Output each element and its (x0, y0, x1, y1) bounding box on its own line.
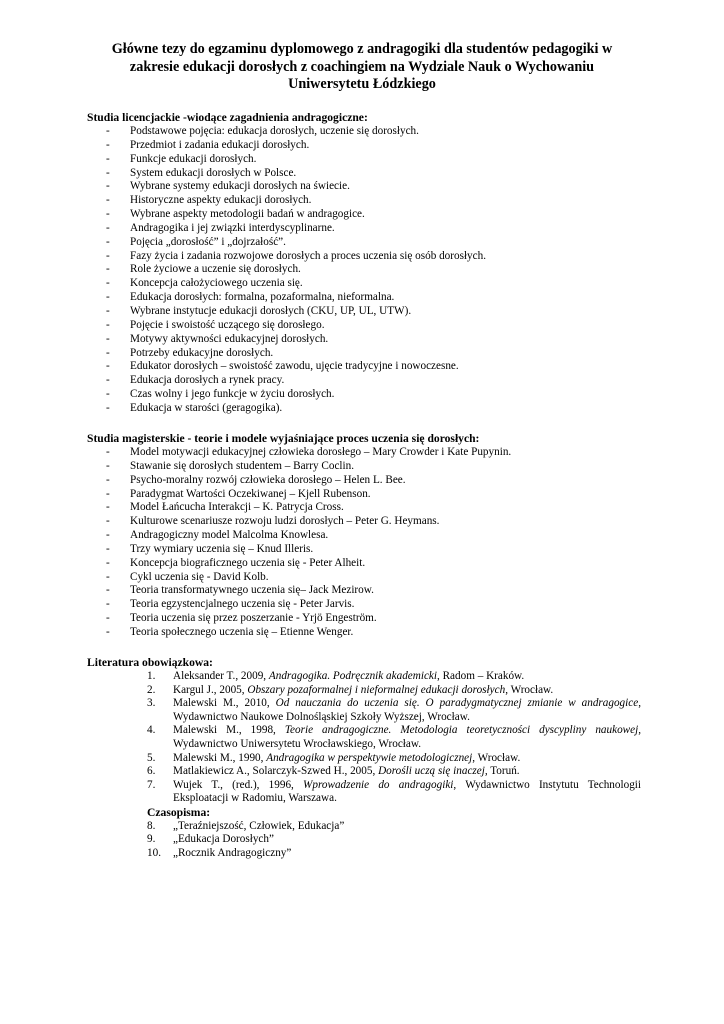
entry-author-year: Malewski M., 2010, (173, 697, 276, 710)
section-literatura (87, 656, 647, 860)
list-item: - Funkcje edukacji dorosłych. (87, 153, 647, 167)
list-item: - Edukacja dorosłych: formalna, pozaformalna, nieformalna. (87, 291, 647, 305)
list-item: - Potrzeby edukacyjne dorosłych. (87, 347, 647, 361)
topic-list-licencjackie (87, 125, 647, 416)
list-item: - Kulturowe scenariusze rozwoju ludzi dorosłych – Peter G. Heymans. (87, 515, 647, 529)
bibliography-entry (87, 684, 641, 698)
entry-number: 4. (147, 724, 156, 737)
list-item: - Podstawowe pojęcia: edukacja dorosłych, uczenie się dorosłych. (87, 125, 647, 139)
entry-number: 10. (147, 846, 161, 859)
entry-title: Obszary pozaformalnej i nieformalnej edukacji dorosłych (247, 683, 506, 696)
entry-author-year: Malewski M., 1998, (173, 724, 285, 737)
entry-title: Teorie andragogiczne. Metodologia teoretyczności dyscypliny naukowej (284, 724, 639, 737)
entry-publisher: , Wydawnictwo Naukowe Dolnośląskiej Szkoły Wyższej, Wrocław. (173, 697, 641, 723)
bibliography-entry (87, 697, 641, 724)
topic-list-magisterskie (87, 446, 647, 640)
section-licencjackie (87, 111, 647, 416)
document-title: Główne tezy do egzaminu dyplomowego z andragogiki dla studentów pedagogiki w zakresie edukacji dorosłych z coachingiem na Wydziale Nauk o Wychowaniu Uniwersytetu Łódzkiego (111, 41, 613, 92)
list-item: - Teoria społecznego uczenia się – Etienne Wenger. (87, 626, 647, 640)
list-item: - Psycho-moralny rozwój człowieka dorosłego – Helen L. Bee. (87, 474, 647, 488)
entry-number: 2. (147, 683, 156, 696)
bibliography-entry (87, 765, 641, 779)
entry-number: 6. (147, 765, 156, 778)
section-heading-licencjackie: Studia licencjackie -wiodące zagadnienia andragogiczne: (87, 111, 368, 124)
list-item: - Koncepcja biograficznego uczenia się - Peter Alheit. (87, 557, 647, 571)
entry-publisher: , Wydawnictwo Instytutu Technologii Eksploatacji w Radomiu, Warszawa. (173, 778, 641, 805)
entry-title: Wprowadzenie do andragogiki (303, 778, 454, 791)
entry-author-year: Kargul J., 2005, (173, 683, 248, 696)
list-item: - Teoria uczenia się przez poszerzanie - Yrjö Engeström. (87, 612, 647, 626)
list-item: - Model motywacji edukacyjnej człowieka dorosłego – Mary Crowder i Kate Pupynin. (87, 446, 647, 460)
bibliography-entry (87, 752, 641, 766)
bibliography-entry (87, 779, 641, 806)
list-item: - Teoria egzystencjalnego uczenia się - Peter Jarvis. (87, 598, 647, 612)
list-item: - Czas wolny i jego funkcje w życiu dorosłych. (87, 388, 647, 402)
list-item: - Trzy wymiary uczenia się – Knud Illeris. (87, 543, 647, 557)
list-item: - Andragogika i jej związki interdyscyplinarne. (87, 222, 647, 236)
list-item: - Przedmiot i zadania edukacji dorosłych. (87, 139, 647, 153)
list-item: - Koncepcja całożyciowego uczenia się. (87, 277, 647, 291)
list-item: - Wybrane systemy edukacji dorosłych na świecie. (87, 180, 647, 194)
section-magisterskie (87, 432, 647, 640)
entry-number: 1. (147, 670, 156, 682)
list-item: - System edukacji dorosłych w Polsce. (87, 167, 647, 181)
list-item: - Motywy aktywności edukacyjnej dorosłych. (87, 333, 647, 347)
entry-author-year: Matlakiewicz A., Solarczyk-Szwed H., 2005, (173, 765, 379, 778)
journal-title: „Edukacja Dorosłych” (173, 833, 274, 846)
entry-number: 9. (147, 833, 156, 846)
list-item: - Andragogiczny model Malcolma Knowlesa. (87, 529, 647, 543)
list-item: - Pojęcie i swoistość uczącego się dorosłego. (87, 319, 647, 333)
list-item: - Cykl uczenia się - David Kolb. (87, 571, 647, 585)
journal-entry (87, 847, 641, 861)
bibliography-entry (87, 724, 641, 751)
list-item: - Pojęcia „dorosłość” i „dojrzałość”. (87, 236, 647, 250)
journals-heading: Czasopisma: (147, 805, 211, 819)
section-heading-magisterskie: Studia magisterskie - teorie i modele wyjaśniające proces uczenia się dorosłych: (87, 432, 480, 445)
entry-number: 7. (147, 778, 156, 791)
list-item: - Model Łańcucha Interakcji – K. Patrycja Cross. (87, 501, 647, 515)
bibliography-list (87, 670, 647, 806)
entry-author-year: Wujek T., (red.), 1996, (173, 778, 304, 791)
entry-author-year: Aleksander T., 2009, (173, 670, 269, 682)
journal-entry (87, 833, 641, 847)
journals-list (87, 820, 647, 861)
list-item: - Edukator dorosłych – swoistość zawodu, ujęcie tradycyjne i nowoczesne. (87, 360, 647, 374)
entry-publisher: Toruń. (487, 765, 520, 778)
entry-publisher: , Radom – Kraków. (436, 670, 525, 682)
entry-author-year: Malewski M., 1990, (173, 751, 267, 764)
entry-title: Andragogika. Podręcznik akademicki (268, 670, 437, 682)
list-item: - Historyczne aspekty edukacji dorosłych. (87, 194, 647, 208)
list-item: - Teoria transformatywnego uczenia się– Jack Mezirow. (87, 584, 647, 598)
entry-number: 3. (147, 697, 156, 710)
entry-publisher: , Wrocław. (505, 683, 554, 696)
journal-title: „Rocznik Andragogiczny” (173, 846, 292, 859)
list-item: - Role życiowe a uczenie się dorosłych. (87, 263, 647, 277)
list-item: - Edukacja dorosłych a rynek pracy. (87, 374, 647, 388)
list-item: - Wybrane aspekty metodologii badań w andragogice. (87, 208, 647, 222)
entry-publisher: , Wrocław. (472, 751, 521, 764)
list-item: - Edukacja w starości (geragogika). (87, 402, 647, 416)
list-item: - Stawanie się dorosłych studentem – Barry Coclin. (87, 460, 647, 474)
entry-title: Od nauczania do uczenia się. O paradygmatycznej zmianie w andragogice (275, 697, 639, 710)
list-item: - Paradygmat Wartości Oczekiwanej – Kjell Rubenson. (87, 488, 647, 502)
section-heading-literatura: Literatura obowiązkowa: (87, 656, 213, 669)
entry-title: Dorośli uczą się inaczej, (378, 765, 488, 778)
list-item: - Fazy życia i zadania rozwojowe dorosłych a proces uczenia się osób dorosłych. (87, 250, 647, 264)
journal-title: „Teraźniejszość, Człowiek, Edukacja” (173, 819, 345, 832)
journal-entry (87, 820, 641, 834)
entry-number: 8. (147, 819, 156, 832)
bibliography-entry (87, 670, 641, 684)
entry-number: 5. (147, 751, 156, 764)
list-item: - Wybrane instytucje edukacji dorosłych (CKU, UP, UL, UTW). (87, 305, 647, 319)
entry-publisher: , Wydawnictwo Uniwersytetu Wrocławskiego, Wrocław. (173, 724, 641, 750)
entry-title: Andragogika w perspektywie metodologicznej (266, 751, 473, 764)
